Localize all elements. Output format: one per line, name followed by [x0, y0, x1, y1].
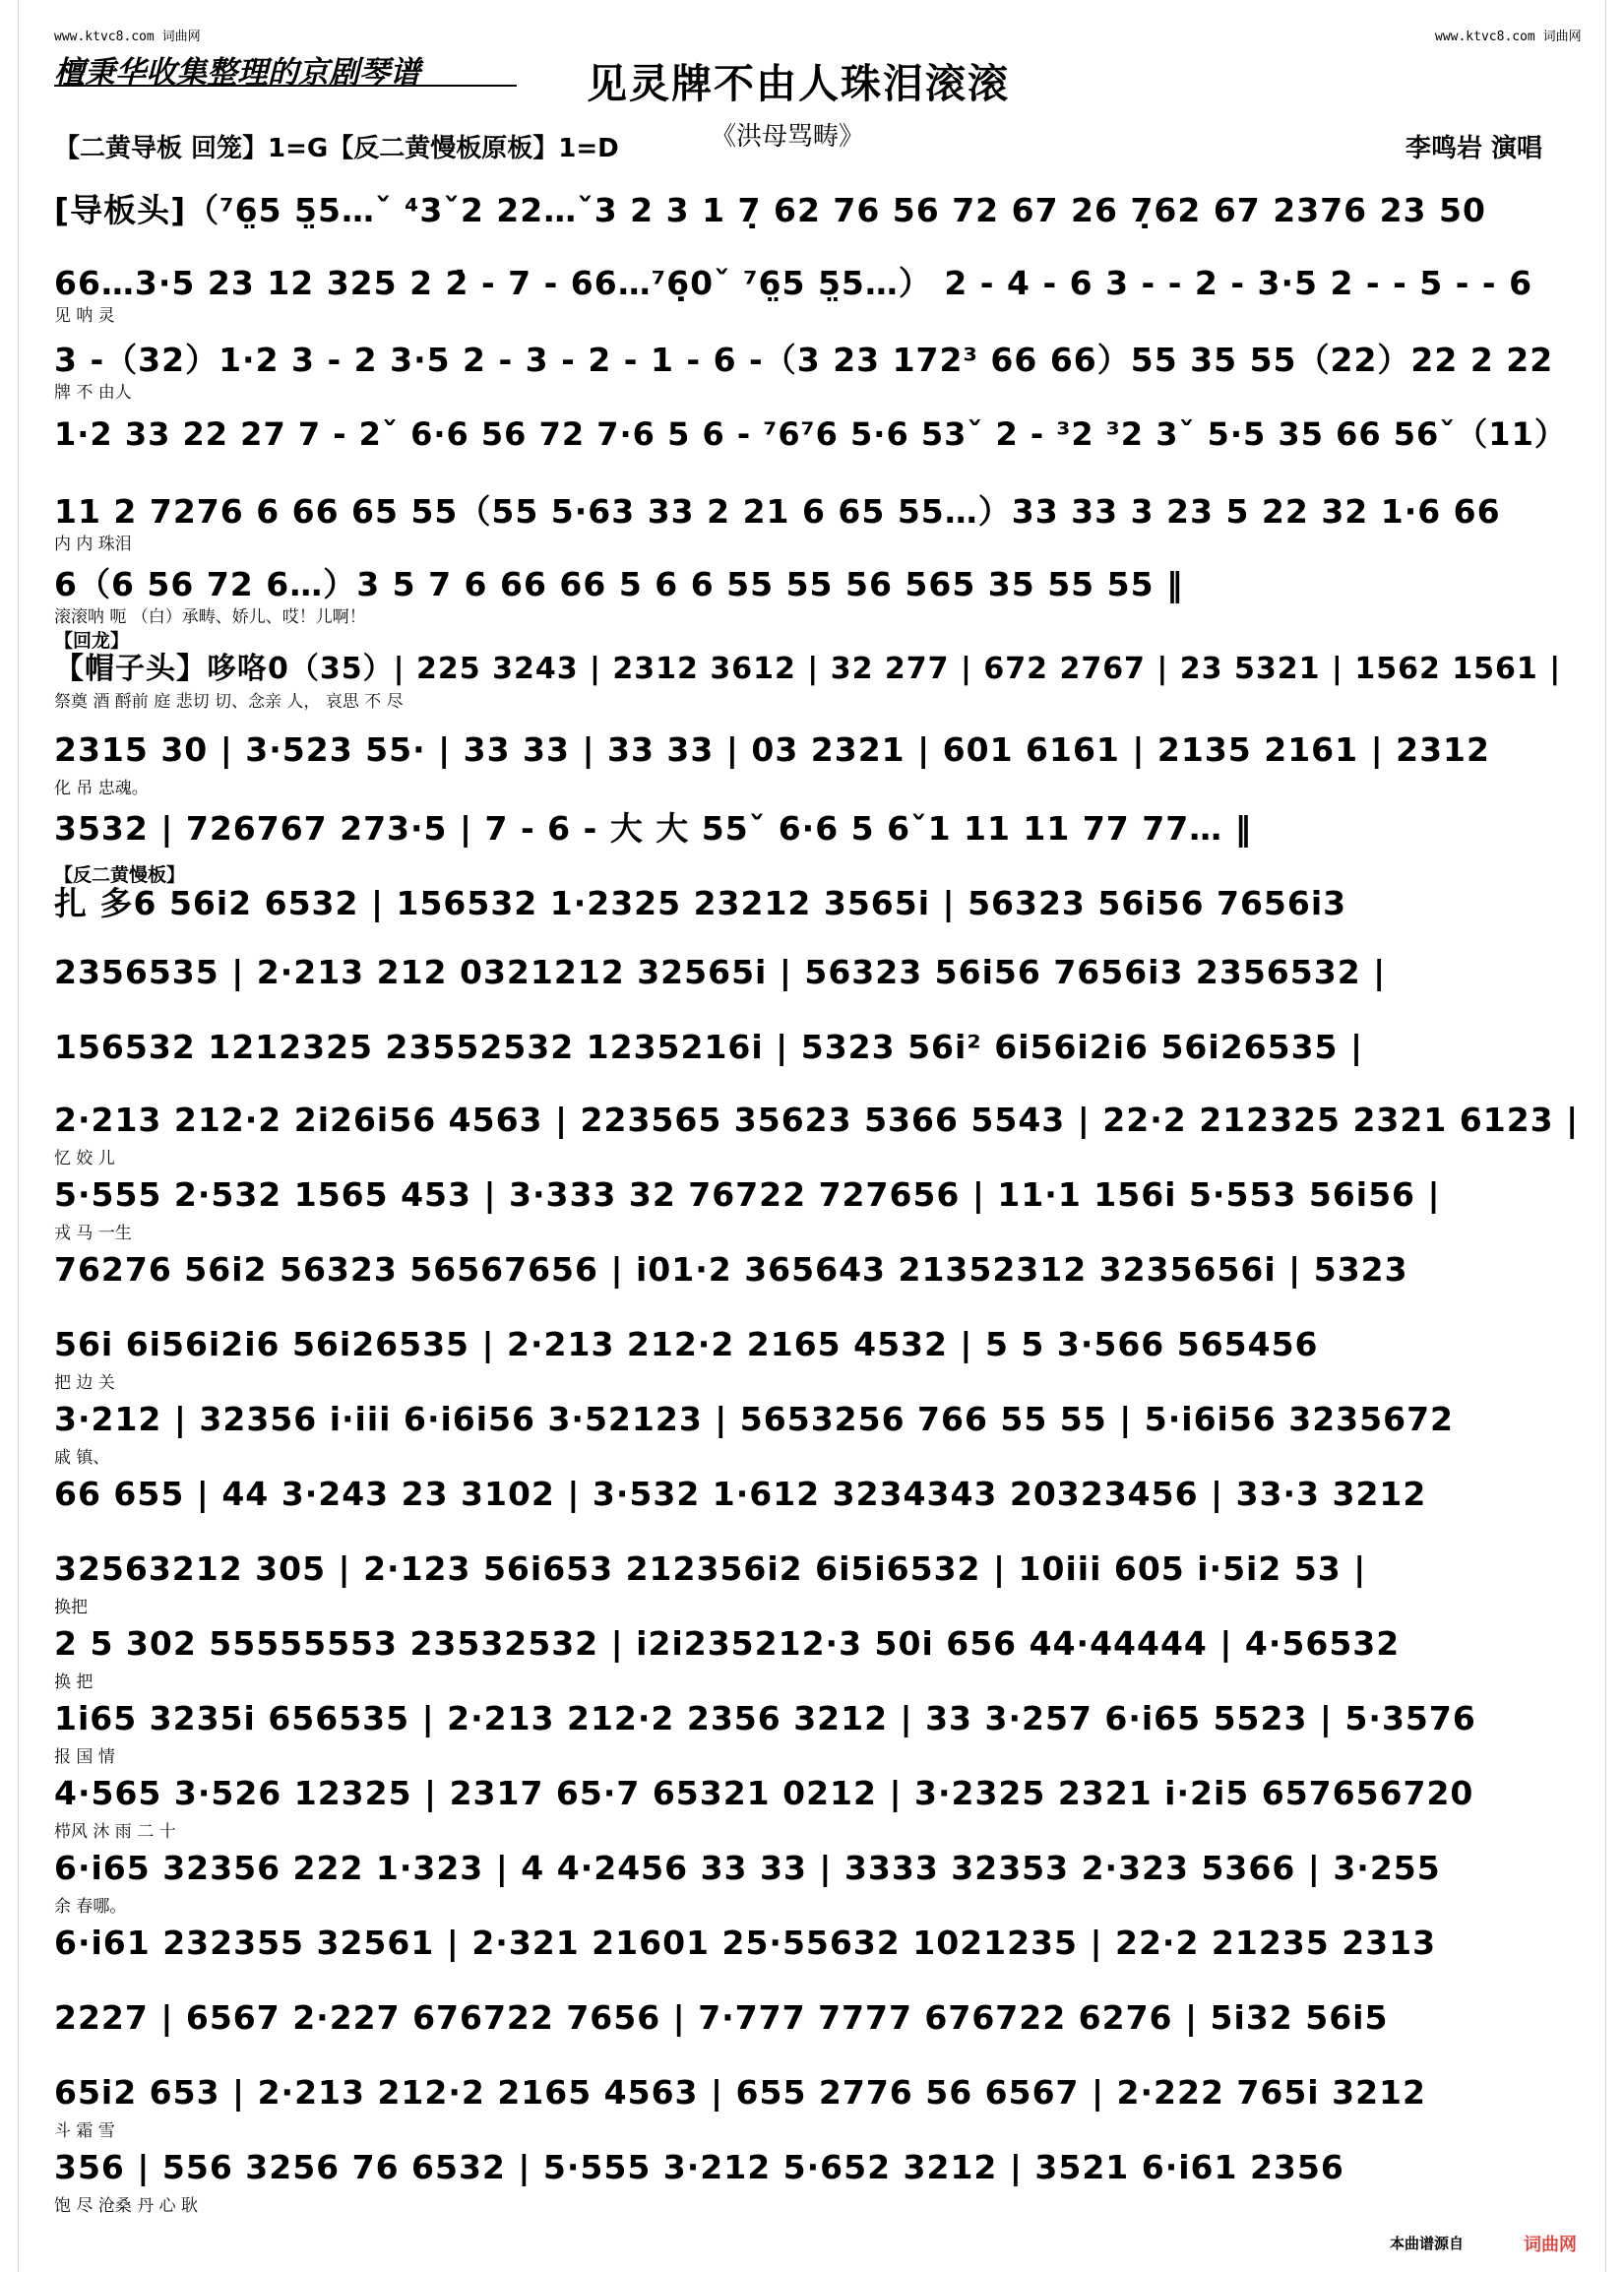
score-line: 扎 多6 56i2 6532 | 156532 1·2325 23212 3565i | 56323 56i56 7656i3: [54, 884, 1347, 922]
score-line: 2315 30 | 3·523 55· | 33 33 | 33 33 | 03 2321 | 601 6161 | 2135 2161 | 2312: [54, 730, 1490, 769]
lyric-line: 滚滚呐 呃 （白）承畴、娇儿、哎！儿啊！: [54, 607, 366, 627]
collector-heading: 檀秉华收集整理的京剧琴谱: [54, 55, 420, 91]
score-line: 3·212 | 32356 i·iii 6·i6i56 3·52123 | 5653256 766 55 55 | 5·i6i56 3235672: [54, 1400, 1454, 1438]
score-line: 6·i65 32356 222 1·323 | 4 4·2456 33 33 | 3333 32353 2·323 5366 | 3·255: [54, 1849, 1441, 1887]
score-line: 66 655 | 44 3·243 23 3102 | 3·532 1·612 3234343 20323456 | 33·3 3212: [54, 1475, 1427, 1513]
singer-credit: 李鸣岩 演唱: [1405, 134, 1543, 163]
opera-subtitle: 《洪母骂畴》: [711, 122, 865, 152]
score-line: 1·2 33 22 27 7 - 2ˇ 6·6 56 72 7·6 5 6 - ⁷6⁷6 5·6 53ˇ 2 - ³2 ³2 3ˇ 5·5 35 66 56ˇ（11）: [54, 415, 1567, 453]
score-line: 156532 1212325 23552532 1235216i | 5323 56i² 6i56i2i6 56i26535 |: [54, 1028, 1364, 1066]
score-line: 356 | 556 3256 76 6532 | 5·555 3·212 5·652 3212 | 3521 6·i61 2356: [54, 2148, 1344, 2186]
lyric-line: 戎 马 一生: [54, 1224, 132, 1243]
footer-source-label: 本曲谱源自: [1390, 2235, 1465, 2252]
score-line: 76276 56i2 56323 56567656 | i01·2 365643 21352312 3235656i | 5323: [54, 1250, 1408, 1289]
lyric-line: 牌 不 由人: [54, 383, 132, 403]
score-line: 2 5 302 55555553 23532532 | i2i235212·3 50i 656 44·44444 | 4·56532: [54, 1624, 1401, 1663]
site-url-left[interactable]: www.ktvc8.com 词曲网: [54, 30, 201, 44]
score-line: 65i2 653 | 2·213 212·2 2165 4563 | 655 2776 56 6567 | 2·222 765i 3212: [54, 2073, 1426, 2112]
score-line: 4·565 3·526 12325 | 2317 65·7 65321 0212 | 3·2325 2321 i·2i5 657656720: [54, 1774, 1474, 1812]
lyric-line: 忆 姣 儿: [54, 1149, 115, 1168]
lyric-line: 换把: [54, 1598, 88, 1617]
right-watermark-border: [1605, 0, 1624, 2272]
score-line: 11 2 7276 6 66 65 55（55 5·63 33 2 21 6 65 55…）33 33 3 23 5 22 32 1·6 66: [54, 492, 1501, 531]
lyric-line: 栉风 沐 雨 二 十: [54, 1822, 176, 1842]
left-watermark-border: [0, 0, 19, 2272]
score-line: 2227 | 6567 2·227 676722 7656 | 7·777 7777 676722 6276 | 5i32 56i5: [54, 1998, 1389, 2037]
score-line: 56i 6i56i2i6 56i26535 | 2·213 212·2 2165 4532 | 5 5 3·566 565456: [54, 1325, 1319, 1363]
score-line: 6·i61 232355 32561 | 2·321 21601 25·55632 1021235 | 22·2 21235 2313: [54, 1924, 1437, 1962]
lyric-line: 报 国 情: [54, 1747, 115, 1767]
site-url-right[interactable]: www.ktvc8.com 词曲网: [1435, 30, 1582, 44]
collector-underline: [54, 85, 517, 87]
lyric-line: 余 春哪。: [54, 1897, 127, 1917]
lyric-line: 饱 尽 沧桑 丹 心 耿: [54, 2196, 199, 2216]
song-title: 见灵牌不由人珠泪滚滚: [587, 60, 1010, 107]
score-line: 3 -（32）1·2 3 - 2 3·5 2 - 3 - 2 - 1 - 6 -（3 23 172³ 66 66）55 35 55（22）22 2 22: [54, 341, 1554, 379]
score-line: 5·555 2·532 1565 453 | 3·333 32 76722 727656 | 11·1 156i 5·553 56i56 |: [54, 1175, 1441, 1214]
lyric-line: 化 吊 忠魂。: [54, 779, 149, 798]
lyric-line: 换 把: [54, 1672, 94, 1692]
footer-site-logo[interactable]: 词曲网: [1524, 2235, 1577, 2255]
score-line: 1i65 3235i 656535 | 2·213 212·2 2356 3212 | 33 3·257 6·i65 5523 | 5·3576: [54, 1699, 1476, 1737]
section-label: 【反二黄慢板】: [54, 864, 186, 886]
lyric-line: 见 呐 灵: [54, 306, 115, 326]
score-line: 2·213 212·2 2i26i56 4563 | 223565 35623 5366 5543 | 22·2 212325 2321 6123 |: [54, 1101, 1580, 1139]
score-line: 6（6 56 72 6…）3 5 7 6 66 66 5 6 6 55 55 56 565 35 55 55 ‖: [54, 565, 1184, 603]
section-label: 【回龙】: [54, 630, 130, 652]
score-line: [导板头]（⁷6̤5 5̤5…ˇ ⁴3ˇ2 22…ˇ3 2 3 1 7̣ 62 76 56 72 67 26 7̣62 67 2376 23 50: [54, 191, 1486, 229]
score-line: 【帽子头】哆咯0（35）| 225 3243 | 2312 3612 | 32 277 | 672 2767 | 23 5321 | 1562 1561 |: [54, 652, 1562, 686]
mode-and-key-info: 【二黄导板 回笼】1=G【反二黄慢板原板】1=D: [54, 134, 619, 163]
score-line: 32563212 305 | 2·123 56i653 212356i2 6i5i6532 | 10iii 605 i·5i2 53 |: [54, 1549, 1367, 1588]
lyric-line: 把 边 关: [54, 1373, 115, 1393]
lyric-line: 戚 镇、: [54, 1448, 110, 1468]
score-line: 66…3·5 23 12 325 2 2̇ - 7 - 66…⁷6̣0ˇ ⁷6̤5 5̤5…） 2 - 4 - 6 3 - - 2 - 3·5 2 - - 5 - - 6: [54, 264, 1533, 302]
lyric-line: 祭奠 酒 酹前 庭 悲切 切、念亲 人， 哀思 不 尽: [54, 692, 404, 712]
lyric-line: 内 内 珠泪: [54, 535, 132, 554]
score-line: 3532 | 726767 273·5 | 7 - 6 - 大 大 55ˇ 6·6 5 6ˇ1 11 11 77 77… ‖: [54, 809, 1253, 848]
lyric-line: 斗 霜 雪: [54, 2121, 115, 2141]
score-line: 2356535 | 2·213 212 0321212 32565i | 56323 56i56 7656i3 2356532 |: [54, 953, 1387, 991]
